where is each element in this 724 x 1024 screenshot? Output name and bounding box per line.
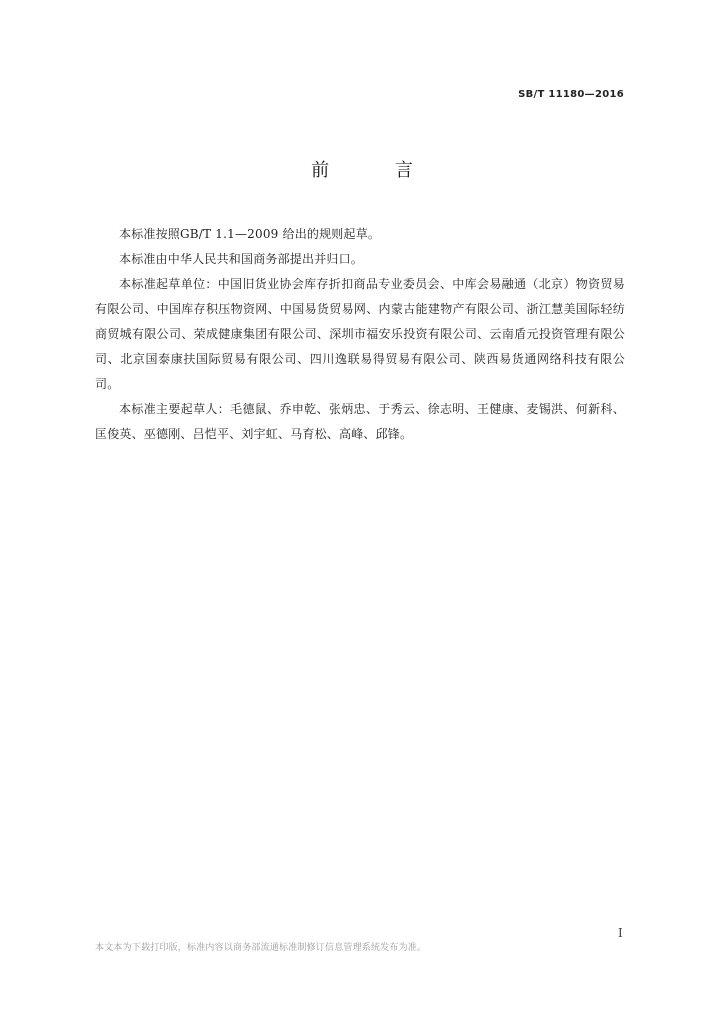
paragraph-main-drafters: 本标准主要起草人：毛德鼠、乔申乾、张炳忠、于秀云、徐志明、王健康、麦锡洪、何新科、匡俊英、巫德刚、吕恺平、刘宇虹、马育松、高峰、邱锋。 — [95, 402, 625, 441]
standard-code: SB/T 11180—2016 — [518, 89, 624, 100]
paragraph-drafting-rules: 本标准按照GB/T 1.1—2009 给出的规则起草。 — [119, 227, 381, 241]
page-number: I — [618, 926, 623, 940]
foreword-body — [95, 222, 625, 447]
paragraph-proposer: 本标准由中华人民共和国商务部提出并归口。 — [119, 252, 364, 266]
footer-note: 本文本为下载打印版，标准内容以商务部流通标准制修订信息管理系统发布为准。 — [95, 943, 427, 953]
page-title: 前 言 — [311, 160, 443, 181]
paragraph-drafting-units: 本标准起草单位：中国旧货业协会库存折扣商品专业委员会、中库会易融通（北京）物资贸易有限公司、中国库存积压物资网、中国易货贸易网、内蒙古能建物产有限公司、浙江慧美国际轻纺商贸城有限公司、荣成健康集团有限公司、深圳市福安乐投资有限公司、云南盾元投资管理有限公司、北京国泰康扶国际贸易有限公司、四川逸联易得贸易有限公司、陕西易货通网络科技有限公司。 — [95, 277, 625, 391]
